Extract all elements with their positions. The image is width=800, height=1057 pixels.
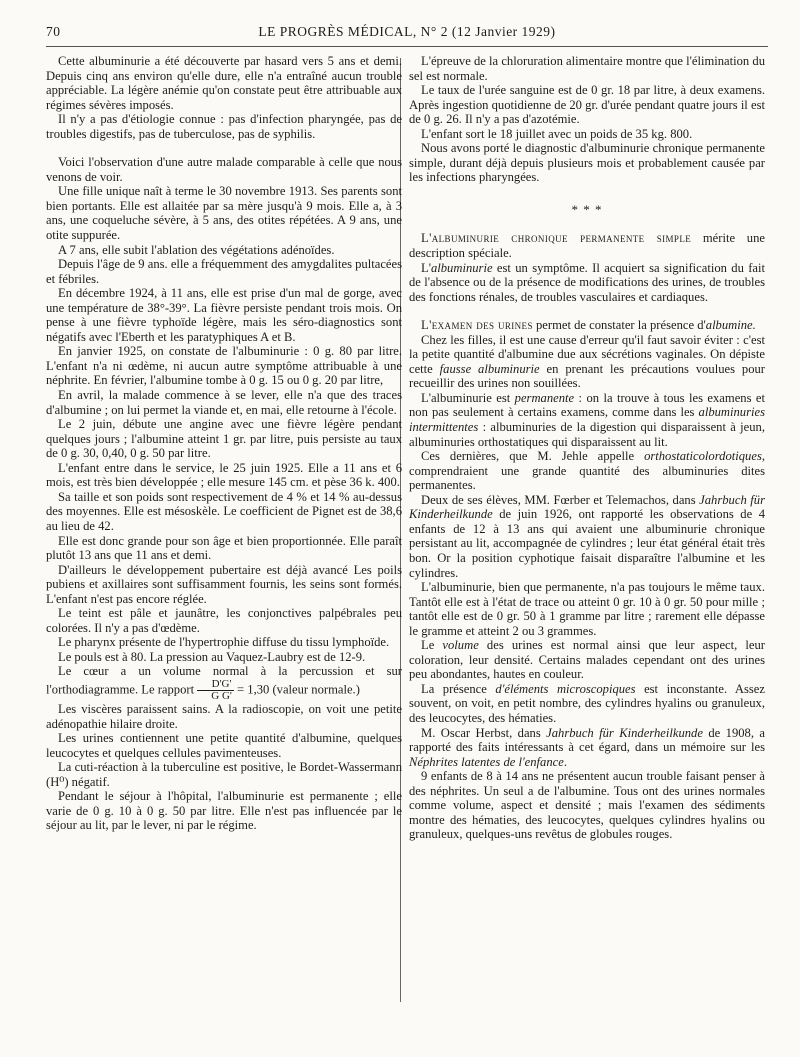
text-span: L'albuminurie est xyxy=(421,390,515,405)
italic-term: albuminurie xyxy=(430,260,493,275)
paragraph: Voici l'observation d'une autre malade comparable à celle que nous venons de voir. xyxy=(46,155,402,184)
formula-text-after: = 1,30 (valeur normale.) xyxy=(237,682,360,697)
italic-term: albumine. xyxy=(705,318,756,333)
paragraph: L'enfant entre dans le service, le 25 juin 1925. Elle a 11 ans et 6 mois, est très bien développée ; elle mesure 145 cm. et pèse 36 k. 400. xyxy=(46,460,402,490)
paragraph xyxy=(409,318,765,333)
text-span: L' xyxy=(421,260,431,275)
journal-title: Jahrbuch für Kinderheilkunde xyxy=(546,725,703,740)
paragraph xyxy=(409,449,765,493)
text-span: de juin 1926, ont rapporté les observations de 4 enfants de 12 à 13 ans qui avaient une albuminurie chronique persistant au lit, accompagnée de cylindres ; leur état général était très bon. Or la position cyphotique faisait disparaître l'albumine et les cylindres. xyxy=(409,507,765,580)
text-span: Le xyxy=(421,638,443,653)
paragraph: Cette albuminurie a été découverte par hasard vers 5 ans et demi. Depuis cinq ans environ qu'elle dure, elle n'a entraîné aucun trouble appréciable. La légère anémie qu'on constate peut être attribuable aux régimes sévères imposés. xyxy=(46,54,402,112)
text-span: , comprendraient une grande quantité des albuminuries dites permanentes. xyxy=(409,449,765,493)
section-separator: * * * xyxy=(571,201,603,217)
section-lead: L'albuminurie chronique permanente simple xyxy=(421,231,692,246)
text-span: : albuminuries de la digestion qui disparaissent à jeun, albuminuries orthostatiques qui disparaissent au lit. xyxy=(409,420,765,449)
italic-term: d'éléments microscopiques xyxy=(495,681,636,696)
fraction-denominator: G G' xyxy=(211,689,232,702)
italic-term: permanente xyxy=(514,390,575,405)
paragraph: Les viscères paraissent sains. A la radioscopie, on voit une petite adénopathie hilaire droite. xyxy=(46,701,402,731)
paragraph: Une fille unique naît à terme le 30 novembre 1913. Ses parents sont bien portants. Elle est allaitée par sa mère jusqu'à 9 mois. Elle a, à 3 ans, une coqueluche sévère, à 5 ans, des otites répétées. A 9 ans, une otite suppurée. xyxy=(46,184,402,243)
paragraph: En avril, la malade commence à se lever, elle n'a que des traces d'albumine ; on lui permet la viande et, en mai, elle retourne à l'école. xyxy=(46,388,402,417)
text-span: . xyxy=(563,754,567,769)
paragraph: En décembre 1924, à 11 ans, elle est prise d'un mal de gorge, avec une température de 38°-39°. La fièvre persiste pendant trois mois. On pense à une fièvre typhoïde légère, mais les séro-diagnostics sont négatifs avec l'Eberth et les paratyphiques A et B. xyxy=(46,286,402,344)
left-column xyxy=(46,54,402,833)
right-column xyxy=(409,54,765,842)
paragraph: La cuti-réaction à la tuberculine est positive, le Bordet-Wassermann (H⁰) négatif. xyxy=(46,760,402,789)
running-title: LE PROGRÈS MÉDICAL, N° 2 (12 Janvier 1929) xyxy=(258,24,556,39)
paragraph: Le 2 juin, débute une angine avec une fièvre légère pendant quelques jours ; l'albumine atteint 1 gr. par litre, puis persiste au taux de 0 g. 30, 0,40, 0 g. 50 par litre. xyxy=(46,417,402,461)
text-span: permet de constater la présence d' xyxy=(532,318,706,333)
paragraph xyxy=(409,638,765,682)
italic-term: orthostaticolordotiques xyxy=(644,449,762,464)
text-span: est inconstante. Assez souvent, on voit, en petit nombre, des cylindres hyalins ou granuleux, des leucocytes, des hématies. xyxy=(409,681,765,725)
text-span: en prenant les précautions voulues pour recueillir des urines non souillées. xyxy=(409,361,766,391)
paragraph xyxy=(409,726,765,770)
paragraph: Nous avons porté le diagnostic d'albuminurie chronique permanente simple, durant déjà depuis plusieurs mois et probablement causée par les infections pharyngées. xyxy=(409,141,765,185)
italic-term: albuminuries intermittentes xyxy=(409,405,765,435)
text-span: : on la trouve à tous les examens et non pas seulement à certains examens, comme dans les xyxy=(409,390,765,420)
paragraph xyxy=(409,333,765,391)
paragraph-formula xyxy=(46,664,402,702)
text-span: est un symptôme. Il acquiert sa signification du fait de l'absence ou de la présence de modifications des urines, de troubles des fonctions rénales, de troubles vasculaires et cardiaques. xyxy=(409,260,765,304)
paragraph: Le teint est pâle et jaunâtre, les conjonctives palpébrales peu colorées. Il n'y a pas d'œdème. xyxy=(46,606,402,635)
paragraph: Le taux de l'urée sanguine est de 0 gr. 18 par litre, à deux examens. Après ingestion quotidienne de 20 gr. d'urée pendant quatre jours il est de 0 g. 26. Il n'y a pas d'azotémie. xyxy=(409,83,765,127)
text-span: Ces dernières, que M. Jehle appelle xyxy=(421,449,645,464)
paragraph: Le pouls est à 80. La pression au Vaquez-Laubry est de 12-9. xyxy=(58,649,366,664)
section-lead: L'examen des urines xyxy=(421,318,533,333)
paragraph: Pendant le séjour à l'hôpital, l'albuminurie est permanente ; elle varie de 0 g. 10 à 0 g. 50 par litre. Elle n'est pas influencée par le séjour au lit, par le lever, ni par le régime. xyxy=(46,789,402,833)
paragraph: Sa taille et son poids sont respectivement de 4 % et 14 % au-dessus des moyennes. Elle est mésoskèle. Le coefficient de Pignet est de 38,6 au lieu de 42. xyxy=(46,489,402,533)
paragraph: Le pharynx présente de l'hypertrophie diffuse du tissu lymphoïde. xyxy=(58,635,390,650)
paragraph: L'enfant sort le 18 juillet avec un poids de 35 kg. 800. xyxy=(421,126,693,141)
italic-term: volume xyxy=(442,638,479,653)
paragraph: 9 enfants de 8 à 14 ans ne présentent aucun trouble faisant penser à des néphrites. Un seul a de l'albumine. Tous ont des urines normales comme volume, aspect et densité ; mais l'examen des sédiments montre des hématies, des leucocytes, quelques cylindres hyalins ou granuleux, quelques-uns revêtus de globules rouges. xyxy=(409,769,765,842)
text-span: mérite une description spéciale. xyxy=(409,231,765,261)
paragraph: L'albuminurie, bien que permanente, n'a pas toujours le même taux. Tantôt elle est à l'état de trace ou atteint 0 gr. 10 à 0 gr. 50 pour mille ; tantôt elle est de 0 gr. 50 à 1 gramme par litre ; rarement elle dépasse le gramme et atteint 2 ou 3 grammes. xyxy=(409,580,765,638)
text-span: Chez les filles, il est une cause d'erreur qu'il faut savoir éviter : c'est la petite quantité d'albumine due aux sécrétions vaginales. On dépiste cette xyxy=(409,332,765,376)
formula-text-before: Le cœur a un volume normal à la percussion et sur l'orthodiagramme. Le rapport xyxy=(46,664,402,697)
text-span: des urines est normal ainsi que leur aspect, leur coloration, leur densité. Certains malades cependant ont des urines peu abondantes, hautes en couleur. xyxy=(409,638,765,682)
paragraph xyxy=(409,391,765,449)
paragraph xyxy=(409,493,765,580)
paragraph xyxy=(409,261,765,305)
paragraph: Les urines contiennent une petite quantité d'albumine, quelques leucocytes et quelques cellules pavimenteuses. xyxy=(46,731,402,760)
ratio-fraction xyxy=(197,679,234,702)
paragraph: D'ailleurs le développement pubertaire est déjà avancé Les poils pubiens et axillaires sont suffisamment fournis, les seins sont formés. L'enfant n'est pas encore réglée. xyxy=(46,562,402,606)
memoir-title: Néphrites latentes de l'enfance xyxy=(409,754,564,769)
paragraph: L'épreuve de la chloruration alimentaire montre que l'élimination du sel est normale. xyxy=(409,54,765,83)
text-span: La présence xyxy=(421,681,496,696)
page-number: 70 xyxy=(46,24,61,39)
paragraph: En janvier 1925, on constate de l'albuminurie : 0 g. 80 par litre. L'enfant n'a ni œdème, ni aucun autre symptôme attribuable à une néphrite. En février, l'albumine tombe à 0 g. 15 ou 0 g. 20 par litre, xyxy=(46,344,402,388)
paragraph: Depuis l'âge de 9 ans. elle a fréquemment des amygdalites pultacées et fébriles. xyxy=(46,257,402,286)
text-span: M. Oscar Herbst, dans xyxy=(421,725,547,740)
paragraph xyxy=(409,682,765,726)
text-span: Deux de ses élèves, MM. Fœrber et Telemachos, dans xyxy=(421,492,700,507)
paragraph: Elle est donc grande pour son âge et bien proportionnée. Elle paraît plutôt 13 ans que 11 ans et demi. xyxy=(46,533,402,563)
journal-title: Jahrbuch für Kinderheilkunde xyxy=(409,492,765,522)
paragraph xyxy=(409,231,765,260)
fraction-numerator: D'G' xyxy=(197,679,234,691)
italic-term: fausse albuminurie xyxy=(439,361,540,376)
page-header xyxy=(46,20,768,47)
paragraph: A 7 ans, elle subit l'ablation des végétations adénoïdes. xyxy=(58,242,335,257)
paragraph: Il n'y a pas d'étiologie connue : pas d'infection pharyngée, pas de troubles digestifs, pas de tuberculose, pas de syphilis. xyxy=(46,112,402,141)
text-span: de 1908, a rapporté des faits intéressants à cet égard, dans un mémoire sur les xyxy=(409,725,765,755)
